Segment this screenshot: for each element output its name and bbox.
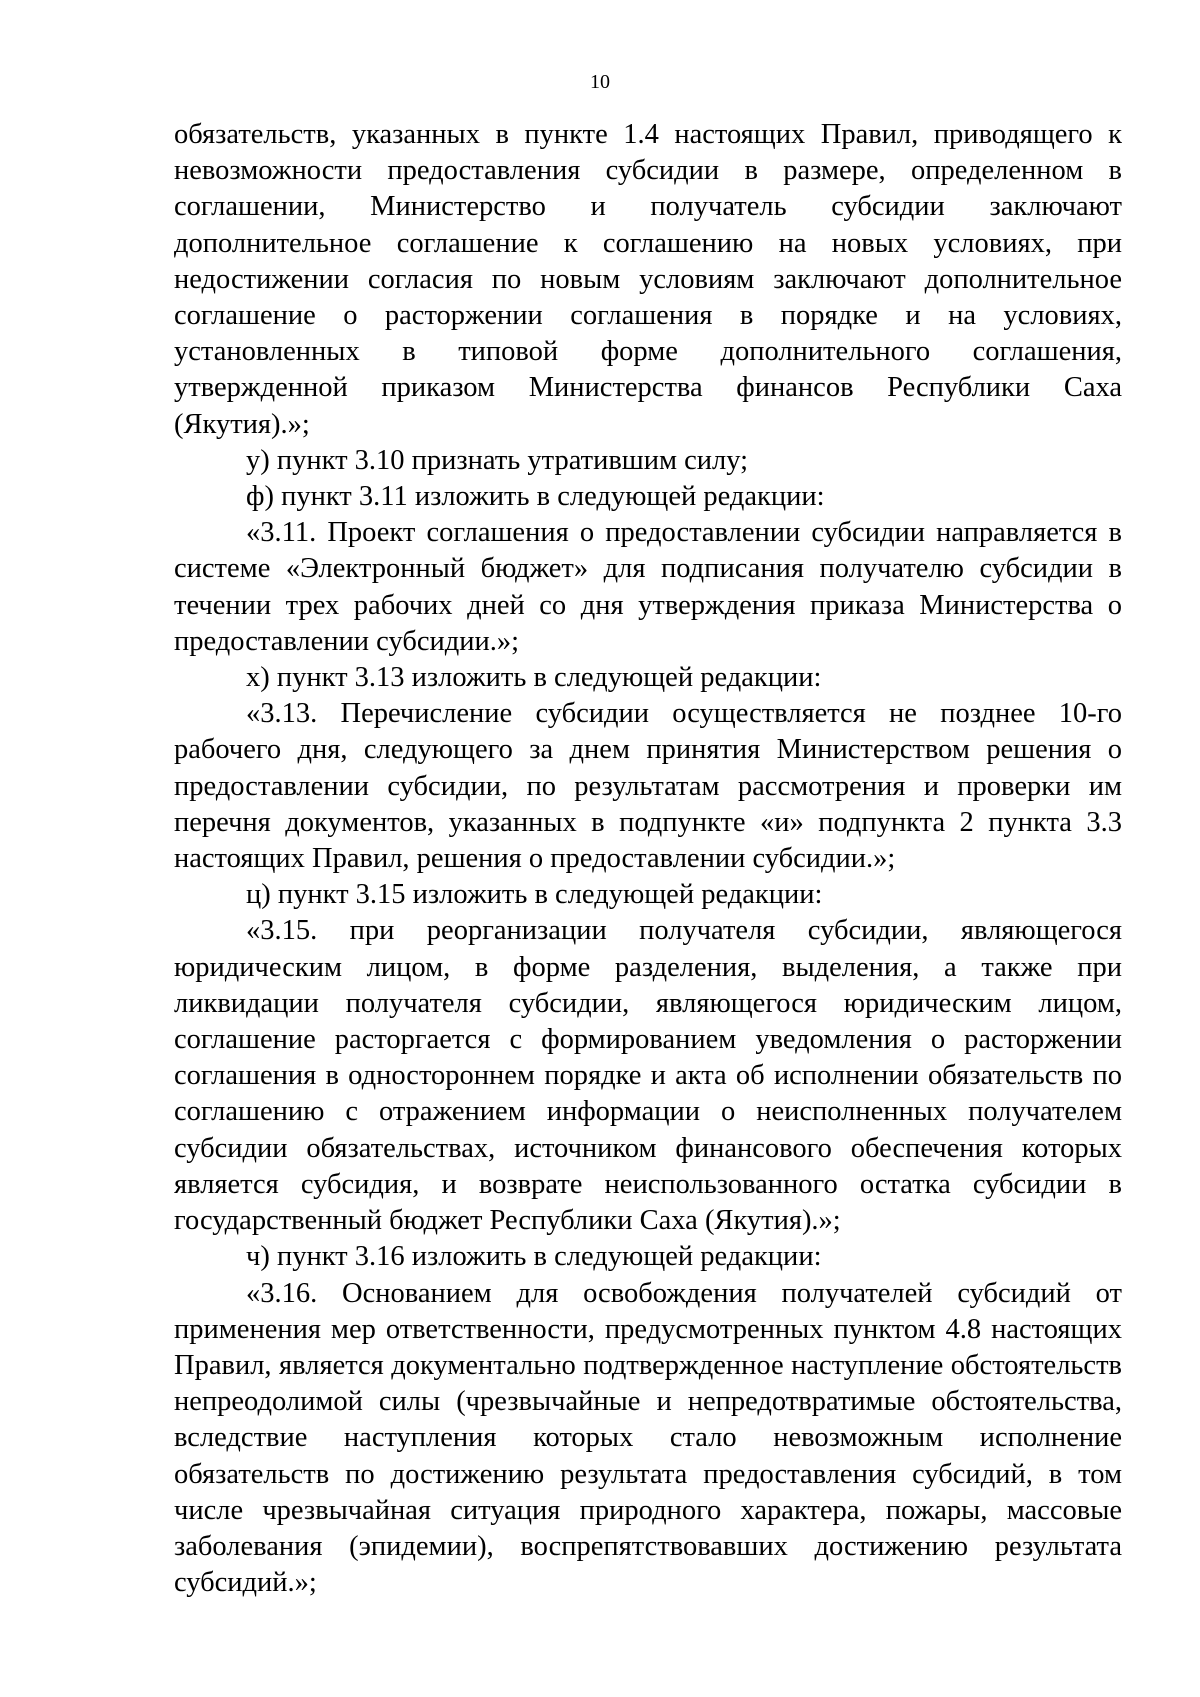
document-body xyxy=(174,117,1122,1601)
paragraph-item-f: ф) пункт 3.11 изложить в следующей редакции: xyxy=(246,481,825,513)
paragraph-clause-3-13: «3.13. Перечисление субсидии осуществляется не позднее 10-го рабочего дня, следующего за днем принятия Министерством решения о предоставлении субсидии, по результатам рассмотрения и проверки им перечня документов, указанных в подпункте «и» подпункта 2 пункта 3.3 настоящих Правил, решения о предоставлении субсидии.»; xyxy=(174,698,1122,875)
paragraph-item-ch: ч) пункт 3.16 изложить в следующей редакции: xyxy=(246,1241,822,1273)
paragraph-item-ts: ц) пункт 3.15 изложить в следующей редакции: xyxy=(246,879,823,911)
paragraph-clause-3-11: «3.11. Проект соглашения о предоставлении субсидии направляется в системе «Электронный бюджет» для подписания получателю субсидии в течении трех рабочих дней со дня утверждения приказа Министерства о предоставлении субсидии.»; xyxy=(174,517,1122,657)
paragraph-continuation: обязательств, указанных в пункте 1.4 настоящих Правил, приводящего к невозможности предоставления субсидии в размере, определенном в соглашении, Министерство и получатель субсидии заключают дополнительное соглашение к соглашению на новых условиях, при недостижении согласия по новым условиям заключают дополнительное соглашение о расторжении соглашения в порядке и на условиях, установленных в типовой форме дополнительного соглашения, утвержденной приказом Министерства финансов Республики Саха (Якутия).»; xyxy=(174,119,1122,440)
paragraph-clause-3-16: «3.16. Основанием для освобождения получателей субсидий от применения мер ответственности, предусмотренных пунктом 4.8 настоящих Правил, является документально подтвержденное наступление обстоятельств непреодолимой силы (чрезвычайные и непредотвратимые обстоятельства, вследствие наступления которых стало невозможным исполнение обязательств по достижению результата предоставления субсидий, в том числе чрезвычайная ситуация природного характера, пожары, массовые заболевания (эпидемии), воспрепятствовавших достижению результата субсидий.»; xyxy=(174,1277,1122,1599)
paragraph-item-u: у) пункт 3.10 признать утратившим силу; xyxy=(246,444,749,476)
paragraph-item-kh: х) пункт 3.13 изложить в следующей редакции: xyxy=(246,662,822,694)
page-number: 10 xyxy=(590,71,610,93)
paragraph-clause-3-15: «3.15. при реорганизации получателя субсидии, являющегося юридическим лицом, в форме разделения, выделения, а также при ликвидации получателя субсидии, являющегося юридическим лицом, соглашение расторгается с формированием уведомления о расторжении соглашения в одностороннем порядке и акта об исполнении обязательств по соглашению с отражением информации о неисполненных получателем субсидии обязательствах, источником финансового обеспечения которых является субсидия, и возврате неиспользованного остатка субсидии в государственный бюджет Республики Саха (Якутия).»; xyxy=(174,915,1122,1237)
